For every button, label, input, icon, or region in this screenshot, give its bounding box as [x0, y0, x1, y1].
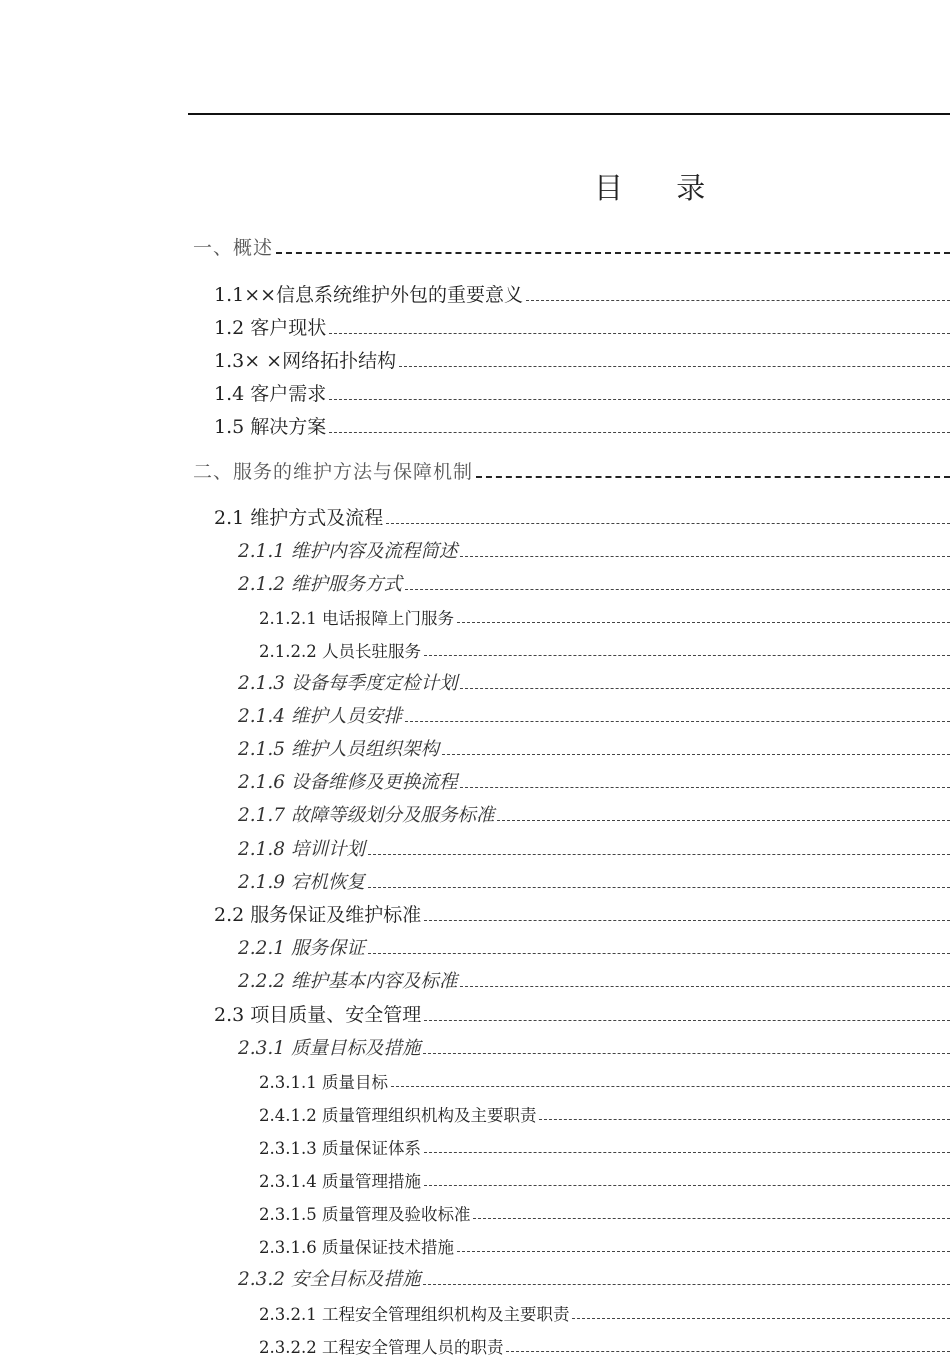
- toc-dot-leader: [539, 1119, 950, 1120]
- toc-dot-leader: [473, 1218, 950, 1219]
- toc-entry[interactable]: [214, 349, 950, 373]
- toc-entry-text: 1.4 客户需求: [214, 383, 327, 405]
- toc-entry-text: 1.5 解决方案: [214, 416, 327, 438]
- toc-dot-leader: [368, 887, 950, 888]
- toc-entry-text: 2.3.2.2 工程安全管理人员的职责: [259, 1338, 504, 1357]
- toc-entry[interactable]: [259, 1301, 950, 1325]
- toc-dot-leader: [329, 432, 950, 433]
- toc-dot-leader: [368, 854, 950, 855]
- toc-dot-leader: [460, 556, 950, 557]
- header-rule: [188, 113, 950, 115]
- toc-dot-leader: [460, 986, 950, 987]
- toc-dot-leader: [424, 655, 950, 656]
- toc-entry[interactable]: [238, 1036, 950, 1060]
- toc-dot-leader: [460, 688, 950, 689]
- toc-entry-text: 1.2 客户现状: [214, 317, 327, 339]
- toc-entry-text: 2.1.2.1 电话报障上门服务: [259, 609, 454, 628]
- toc-entry[interactable]: [259, 1102, 950, 1126]
- toc-entry[interactable]: [214, 1003, 950, 1027]
- toc-entry-text: 2.3.2.1 工程安全管理组织机构及主要职责: [259, 1305, 570, 1324]
- toc-entry-text: 2.2.1 服务保证: [238, 938, 365, 959]
- toc-entry[interactable]: [214, 283, 950, 307]
- toc-entry[interactable]: [259, 1069, 950, 1093]
- toc-entry[interactable]: [214, 506, 950, 530]
- toc-entry[interactable]: [238, 572, 950, 596]
- toc-entry[interactable]: [259, 1168, 950, 1192]
- toc-entry-text: 2.1.1 维护内容及流程简述: [238, 541, 458, 562]
- toc-dot-leader: [405, 589, 950, 590]
- toc-entry[interactable]: [238, 671, 950, 695]
- toc-dot-leader: [329, 333, 950, 334]
- toc-entry-text: 2.1.2 维护服务方式: [238, 574, 402, 595]
- toc-entry-text: 2.2.2 维护基本内容及标准: [238, 971, 458, 992]
- toc-entry[interactable]: [193, 460, 950, 484]
- toc-entry-text: 2.1 维护方式及流程: [214, 507, 384, 529]
- toc-dot-leader: [572, 1318, 950, 1319]
- toc-entry[interactable]: [238, 1267, 950, 1291]
- toc-entry[interactable]: [259, 1201, 950, 1225]
- toc-dot-leader: [368, 953, 950, 954]
- toc-dot-leader: [457, 1251, 950, 1252]
- toc-entry-text: 2.1.6 设备维修及更换流程: [238, 772, 458, 793]
- toc-entry-text: 2.3.1 质量目标及措施: [238, 1038, 421, 1059]
- toc-dot-leader: [423, 1284, 950, 1285]
- toc-entry[interactable]: [214, 316, 950, 340]
- toc-dot-leader: [476, 476, 950, 478]
- toc-entry-text: 2.3.1.5 质量管理及验收标准: [259, 1205, 471, 1224]
- toc-entry[interactable]: [259, 638, 950, 662]
- toc-entry-text: 1.3× ×网络拓扑结构: [214, 350, 397, 372]
- toc-entry[interactable]: [238, 539, 950, 563]
- toc-entry[interactable]: [214, 382, 950, 406]
- toc-entry-text: 一、概述: [193, 237, 274, 259]
- toc-dot-leader: [399, 366, 950, 367]
- page-title: 目 录: [594, 171, 728, 205]
- toc-entry[interactable]: [214, 903, 950, 927]
- toc-entry[interactable]: [214, 415, 950, 439]
- toc-dot-leader: [405, 721, 950, 722]
- toc-dot-leader: [276, 252, 950, 254]
- toc-dot-leader: [460, 787, 950, 788]
- toc-entry-text: 2.3.2 安全目标及措施: [238, 1269, 421, 1290]
- toc-entry[interactable]: [259, 605, 950, 629]
- toc-dot-leader: [424, 1020, 950, 1021]
- toc-entry-text: 2.1.5 维护人员组织架构: [238, 739, 439, 760]
- toc-entry-text: 2.1.8 培训计划: [238, 839, 365, 860]
- toc-dot-leader: [442, 754, 950, 755]
- toc-entry[interactable]: [238, 770, 950, 794]
- toc-dot-leader: [391, 1086, 950, 1087]
- toc-dot-leader: [386, 523, 950, 524]
- toc-entry[interactable]: [259, 1334, 950, 1358]
- toc-entry-text: 2.3 项目质量、安全管理: [214, 1004, 422, 1026]
- toc-dot-leader: [424, 1185, 950, 1186]
- toc-entry-text: 二、服务的维护方法与保障机制: [193, 461, 474, 483]
- toc-entry-text: 2.1.2.2 人员长驻服务: [259, 642, 421, 661]
- toc-entry-text: 2.1.9 宕机恢复: [238, 872, 365, 893]
- toc-entry[interactable]: [238, 737, 950, 761]
- toc-dot-leader: [329, 399, 950, 400]
- toc-entry[interactable]: [238, 936, 950, 960]
- toc-dot-leader: [424, 920, 950, 921]
- toc-entry-text: 2.3.1.3 质量保证体系: [259, 1139, 421, 1158]
- toc-entry-text: 2.1.7 故障等级划分及服务标准: [238, 805, 495, 826]
- toc-entry-text: 2.2 服务保证及维护标准: [214, 904, 422, 926]
- toc-entry[interactable]: [238, 870, 950, 894]
- toc-entry-text: 2.1.4 维护人员安排: [238, 706, 402, 727]
- toc-entry-text: 2.3.1.4 质量管理措施: [259, 1172, 421, 1191]
- toc-entry-text: 2.3.1.6 质量保证技术措施: [259, 1238, 454, 1257]
- toc-entry-text: 2.1.3 设备每季度定检计划: [238, 673, 458, 694]
- toc-entry[interactable]: [238, 969, 950, 993]
- toc-entry-text: 2.3.1.1 质量目标: [259, 1073, 388, 1092]
- toc-dot-leader: [457, 622, 950, 623]
- toc-entry[interactable]: [193, 236, 950, 260]
- toc-entry-text: 1.1××信息系统维护外包的重要意义: [214, 284, 524, 306]
- toc-entry[interactable]: [259, 1234, 950, 1258]
- toc-dot-leader: [526, 300, 950, 301]
- toc-entry[interactable]: [238, 704, 950, 728]
- toc-entry-text: 2.4.1.2 质量管理组织机构及主要职责: [259, 1106, 537, 1125]
- toc-entry[interactable]: [238, 803, 950, 827]
- toc-dot-leader: [506, 1351, 950, 1352]
- toc-entry[interactable]: [238, 837, 950, 861]
- toc-dot-leader: [497, 820, 950, 821]
- toc-entry[interactable]: [259, 1135, 950, 1159]
- toc-dot-leader: [424, 1152, 950, 1153]
- toc-dot-leader: [423, 1053, 950, 1054]
